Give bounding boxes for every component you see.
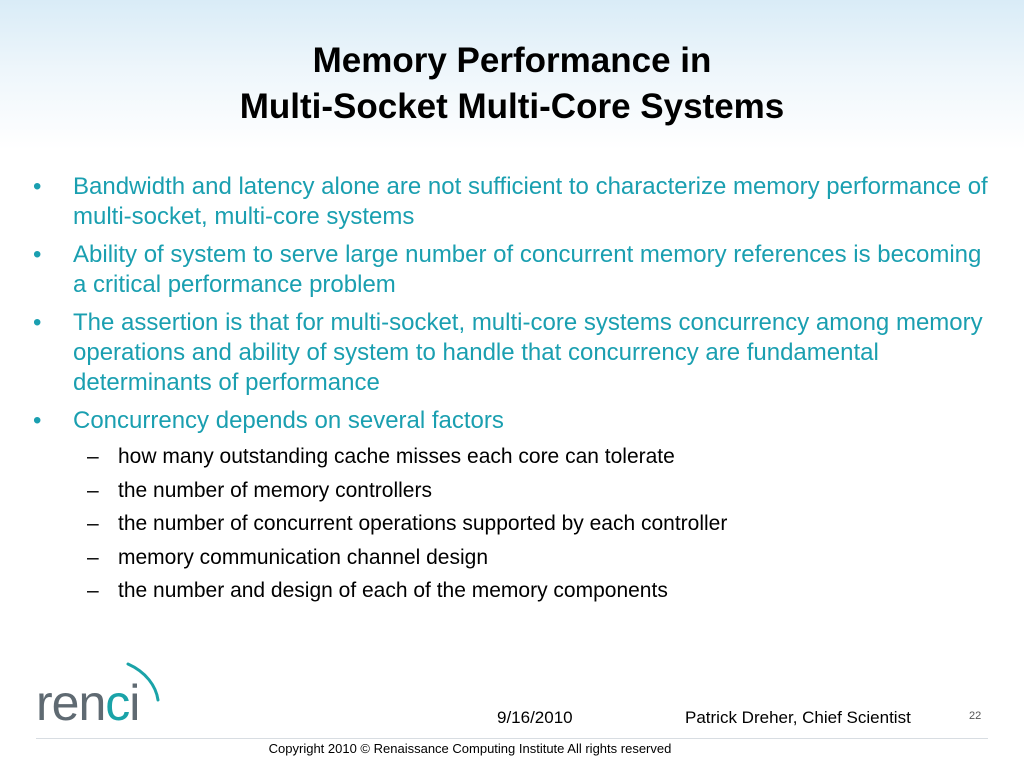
slide-title-line-2: Multi-Socket Multi-Core Systems [239,87,785,126]
logo-wordmark: renci [36,675,140,726]
sub-bullet-marker: – [87,478,99,502]
footer-author: Patrick Dreher, Chief Scientist [685,708,911,727]
bullet-marker: • [33,241,42,268]
sub-bullet-marker: – [87,545,99,569]
sub-bullet-item [30,478,990,504]
bullet-item [30,406,990,436]
bullet-marker: • [33,173,42,200]
sub-bullet-item [30,578,990,604]
sub-bullet-item [30,511,990,537]
sub-bullet-text: the number and design of each of the memory components [118,579,668,602]
bullet-item [30,240,990,300]
sub-bullet-text: the number of concurrent operations supported by each controller [118,512,728,535]
bullet-marker: • [33,407,42,434]
slide-title [0,38,1024,130]
sub-bullet-text: how many outstanding cache misses each core can tolerate [118,445,675,468]
slide-body [30,172,990,612]
sub-bullet-item [30,444,990,470]
page-number: 22 [969,710,982,722]
copyright-notice: Copyright 2010 © Renaissance Computing Institute All rights reserved [268,741,672,756]
sub-bullet-marker: – [87,579,99,602]
renci-logo [36,662,166,726]
bullet-text: Ability of system to serve large number of concurrent memory references is becoming a critical performance problem [73,241,982,298]
sub-bullet-text: memory communication channel design [118,545,489,569]
bullet-marker: • [33,309,42,336]
sub-bullet-text: the number of memory controllers [118,478,432,502]
sub-bullet-item [30,545,990,571]
bullet-text: The assertion is that for multi-socket, multi-core systems concurrency among memory operations and ability of system to handle that concurrency are fundamental determinants of performance [73,309,983,396]
sub-bullet-marker: – [87,445,99,468]
sub-bullet-marker: – [87,512,99,535]
bullet-item [30,172,990,232]
footer-date: 9/16/2010 [497,708,573,727]
bullet-item [30,308,990,398]
footer-divider [36,738,988,739]
bullet-text: Bandwidth and latency alone are not sufficient to characterize memory performance of multi-socket, multi-core systems [73,173,988,230]
slide-title-line-1: Memory Performance in [312,41,712,80]
bullet-text: Concurrency depends on several factors [73,407,504,434]
